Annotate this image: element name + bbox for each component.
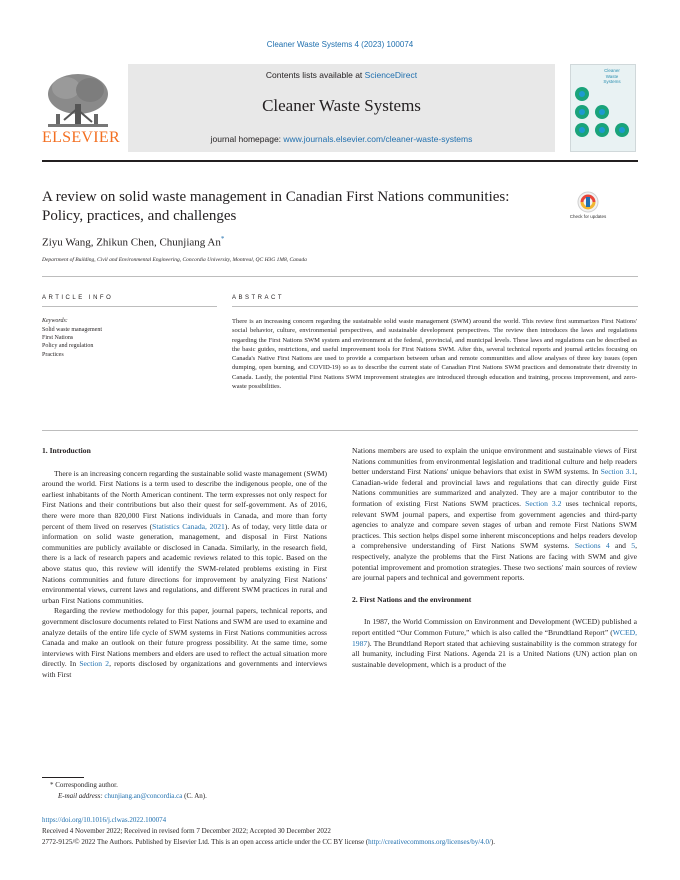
- cover-circle-graphic: [595, 105, 609, 119]
- license-url-link[interactable]: http://creativecommons.org/licenses/by/4.0/: [368, 838, 491, 846]
- paragraph-text: ). As of today, very little data or information on solid waste generation, management, and disposal in First Nations communities are publicly available or disclosed in Canada. Similarly, in the research field, there is a lack of research papers and academic reviews related to this topic. Based on the above status quo, this review will identify the SWM-related problems existing in First Nations communities and future directions for improvement by analyzing First Nations' environmental views, current laws and regulations, and different SWM practices in rural and urban First Nations communities.: [42, 521, 328, 605]
- keywords-label: Keywords:: [42, 318, 68, 324]
- authors-text: Ziyu Wang, Zhikun Chen, Chunjiang An: [42, 236, 221, 249]
- keyword-item: Practices: [42, 351, 64, 358]
- contents-prefix: Contents lists available at: [265, 70, 365, 80]
- paragraph-text: , respectively, analyze the problems that the First Nations are facing with SWM and give potential improvement and promotion strategies. These two sections' main sources of review are journal papers and technical and government reports.: [352, 541, 637, 583]
- keyword-item: Solid waste management: [42, 327, 102, 333]
- affiliation: Department of Building, Civil and Environmental Engineering, Concordia University, Montreal, QC H3G 1M8, Canada: [42, 257, 307, 263]
- publisher-name: ELSEVIER: [42, 129, 120, 146]
- svg-text:Check for updates: Check for updates: [569, 214, 607, 219]
- footnote-marker: *: [50, 781, 54, 789]
- journal-homepage-link[interactable]: www.journals.elsevier.com/cleaner-waste-systems: [283, 134, 473, 144]
- cover-title-line: Waste: [605, 73, 619, 79]
- journal-reference[interactable]: Cleaner Waste Systems 4 (2023) 100074: [266, 40, 414, 49]
- paragraph-text: ). The Brundtland Report stated that achieving sustainability is the common strategy for all humanity, including First Nations. Agenda 21 is a United Nations (UN) action plan on sustainable development, which is a product of the: [352, 638, 637, 669]
- section-2-paragraph-1: [352, 617, 637, 670]
- body-right-column: [352, 446, 637, 670]
- keywords-list: [42, 326, 102, 359]
- doi-link[interactable]: https://doi.org/10.1016/j.clwas.2022.100074: [42, 816, 167, 824]
- email-suffix: (C. An).: [182, 792, 207, 800]
- section-5-link[interactable]: 5: [631, 541, 636, 551]
- article-title: A review on solid waste management in Canadian First Nations communities: Policy, practices, and challenges: [42, 189, 510, 224]
- homepage-prefix: journal homepage:: [210, 134, 284, 144]
- intro-paragraph-1: [42, 469, 327, 607]
- author-list: [42, 235, 224, 249]
- section-3-2-link[interactable]: Section 3.2: [525, 498, 562, 508]
- cover-circle-graphic: [575, 105, 589, 119]
- cover-circle-graphic: [595, 123, 609, 137]
- cover-title: [594, 68, 630, 85]
- cover-circle-graphic: [575, 123, 589, 137]
- section-3-1-link[interactable]: Section 3.1: [600, 467, 636, 477]
- citation-statistics-canada-link[interactable]: Statistics Canada, 2021: [152, 521, 225, 531]
- homepage-line: [128, 134, 555, 144]
- license-line: [42, 838, 495, 846]
- section-2-link[interactable]: Section 2: [79, 659, 110, 669]
- paragraph-text: Nations members are used to explain the unique environment and sustainable views of First Nations communities from environmental legislation and traditional culture and help readers better understand First Nations' unique behaviors that exist in SWM systems. In: [352, 446, 637, 477]
- abstract-divider: [42, 430, 638, 431]
- title-divider: [42, 276, 638, 277]
- intro-paragraph-2: [42, 606, 327, 680]
- cover-title-line: Systems: [603, 79, 621, 84]
- sciencedirect-link[interactable]: ScienceDirect: [364, 70, 418, 80]
- footnote-rule: [42, 777, 84, 778]
- paragraph-text: In 1987, the World Commission on Environment and Development (WCED) published a report entitled “Our Common Future,” which is also called the “Brundtland Report” (: [352, 617, 637, 637]
- header-divider: [42, 160, 638, 162]
- email-note: [58, 792, 207, 800]
- cover-title-line: Cleaner: [604, 68, 620, 73]
- paragraph-text: and: [609, 541, 632, 551]
- corresponding-author-note: [50, 781, 118, 789]
- section-4-link[interactable]: Sections 4: [574, 541, 610, 551]
- paragraph-text: There is an increasing concern regarding the sustainable solid waste management (SWM) around the world. First Nations is a term used to describe the indigenous people, one of the earliest inhabitants of the North American continent. The term expresses not only respect for First Nations and their contributions but also their quest for self-government. As of 2016, there were more than 820,000 First Nations individuals in Canada, and more than forty percent of them lived on reserves (: [42, 468, 327, 531]
- citation-wced-link[interactable]: WCED, 1987: [352, 627, 637, 648]
- contents-line: [128, 70, 555, 80]
- abstract-rule: [232, 306, 638, 307]
- keyword-item: First Nations: [42, 335, 74, 342]
- license-text: 2772-9125/© 2022 The Authors. Published by Elsevier Ltd. This is an open access article under the CC BY license (: [42, 838, 369, 846]
- journal-cover-thumbnail[interactable]: [570, 64, 636, 152]
- paragraph-text: uses technical reports, relevant SWM journal papers, and expertise from government agencies and third-party agencies to analyze and compare seven stages of urban and remote First Nations SWM practices. This section helps dispel some inherent misconceptions and helps readers develop a comprehensive understanding of First Nations SWM systems.: [352, 498, 638, 551]
- cover-circle-graphic: [575, 87, 589, 101]
- cover-circle-graphic: [615, 123, 629, 137]
- paragraph-text: , reports disclosed by organizations and governments and interviews with First: [42, 659, 327, 679]
- check-for-updates-icon[interactable]: [569, 190, 607, 224]
- abstract-text: There is an increasing concern regarding the sustainable solid waste management (SWM) around the world. This review first summarizes First Nations' social behavior, culture, environmental perspectives, and sustainable development perspectives. The review then introduces the laws and regulations regarding the First Nations SWM system and environment at the federal, provincial, and municipal levels. These laws and regulations can be described as the basic guides, restrictions, and useful improvement tools for First Nations SWM. After this, several technical reports and journal articles focusing on Canada's Native First Nations are used to provide a comparison between urban and remote communities and allow analyses of three key issues (open dumping, open burning, and COVID-19) so as to describe the current state of Canadian First Nations SWM practices and demonstrate their diversity in Canada. Lastly, the potential First Nations SWM improvement strategies are introduced through education and training, process improvement, and zero-waste possibilities.: [232, 318, 637, 391]
- section-1-heading: 1. Introduction: [42, 446, 91, 455]
- intro-paragraph-2-continued: [352, 446, 637, 584]
- paragraph-text: Regarding the review methodology for this paper, journal papers, technical reports, and government disclosure documents related to First Nations and SWM are used to examine and analyze details of the entire life cycle of SWM systems in First Nations communities across Canada and make an outlook on their future progress possibility. At the same time, some interviews with First Nations members and elders are used to reflect the actual situation more directly. In: [42, 606, 327, 669]
- email-label: E-mail address:: [58, 792, 105, 800]
- journal-title: Cleaner Waste Systems: [262, 96, 421, 115]
- body-left-column: [42, 446, 327, 680]
- keyword-item: Policy and regulation: [42, 343, 94, 350]
- article-info-heading: ARTICLE INFO: [42, 295, 114, 301]
- paragraph-text: , Canadian-wide federal and provincial laws and regulations that can directly guide First Nations communities are summarized and analyzed. They are a major contributor to the formation of existing First Nations SWM practices.: [352, 467, 638, 508]
- corresponding-author-marker[interactable]: *: [220, 235, 225, 243]
- email-link[interactable]: chunjiang.an@concordia.ca: [104, 792, 183, 800]
- abstract-heading: ABSTRACT: [232, 295, 285, 301]
- license-text: ).: [490, 838, 496, 846]
- section-2-heading: 2. First Nations and the environment: [352, 594, 472, 604]
- article-info-rule: [42, 306, 217, 307]
- received-dates: Received 4 November 2022; Received in revised form 7 December 2022; Accepted 30 December 2022: [42, 827, 331, 835]
- footnote-text: Corresponding author.: [55, 781, 118, 789]
